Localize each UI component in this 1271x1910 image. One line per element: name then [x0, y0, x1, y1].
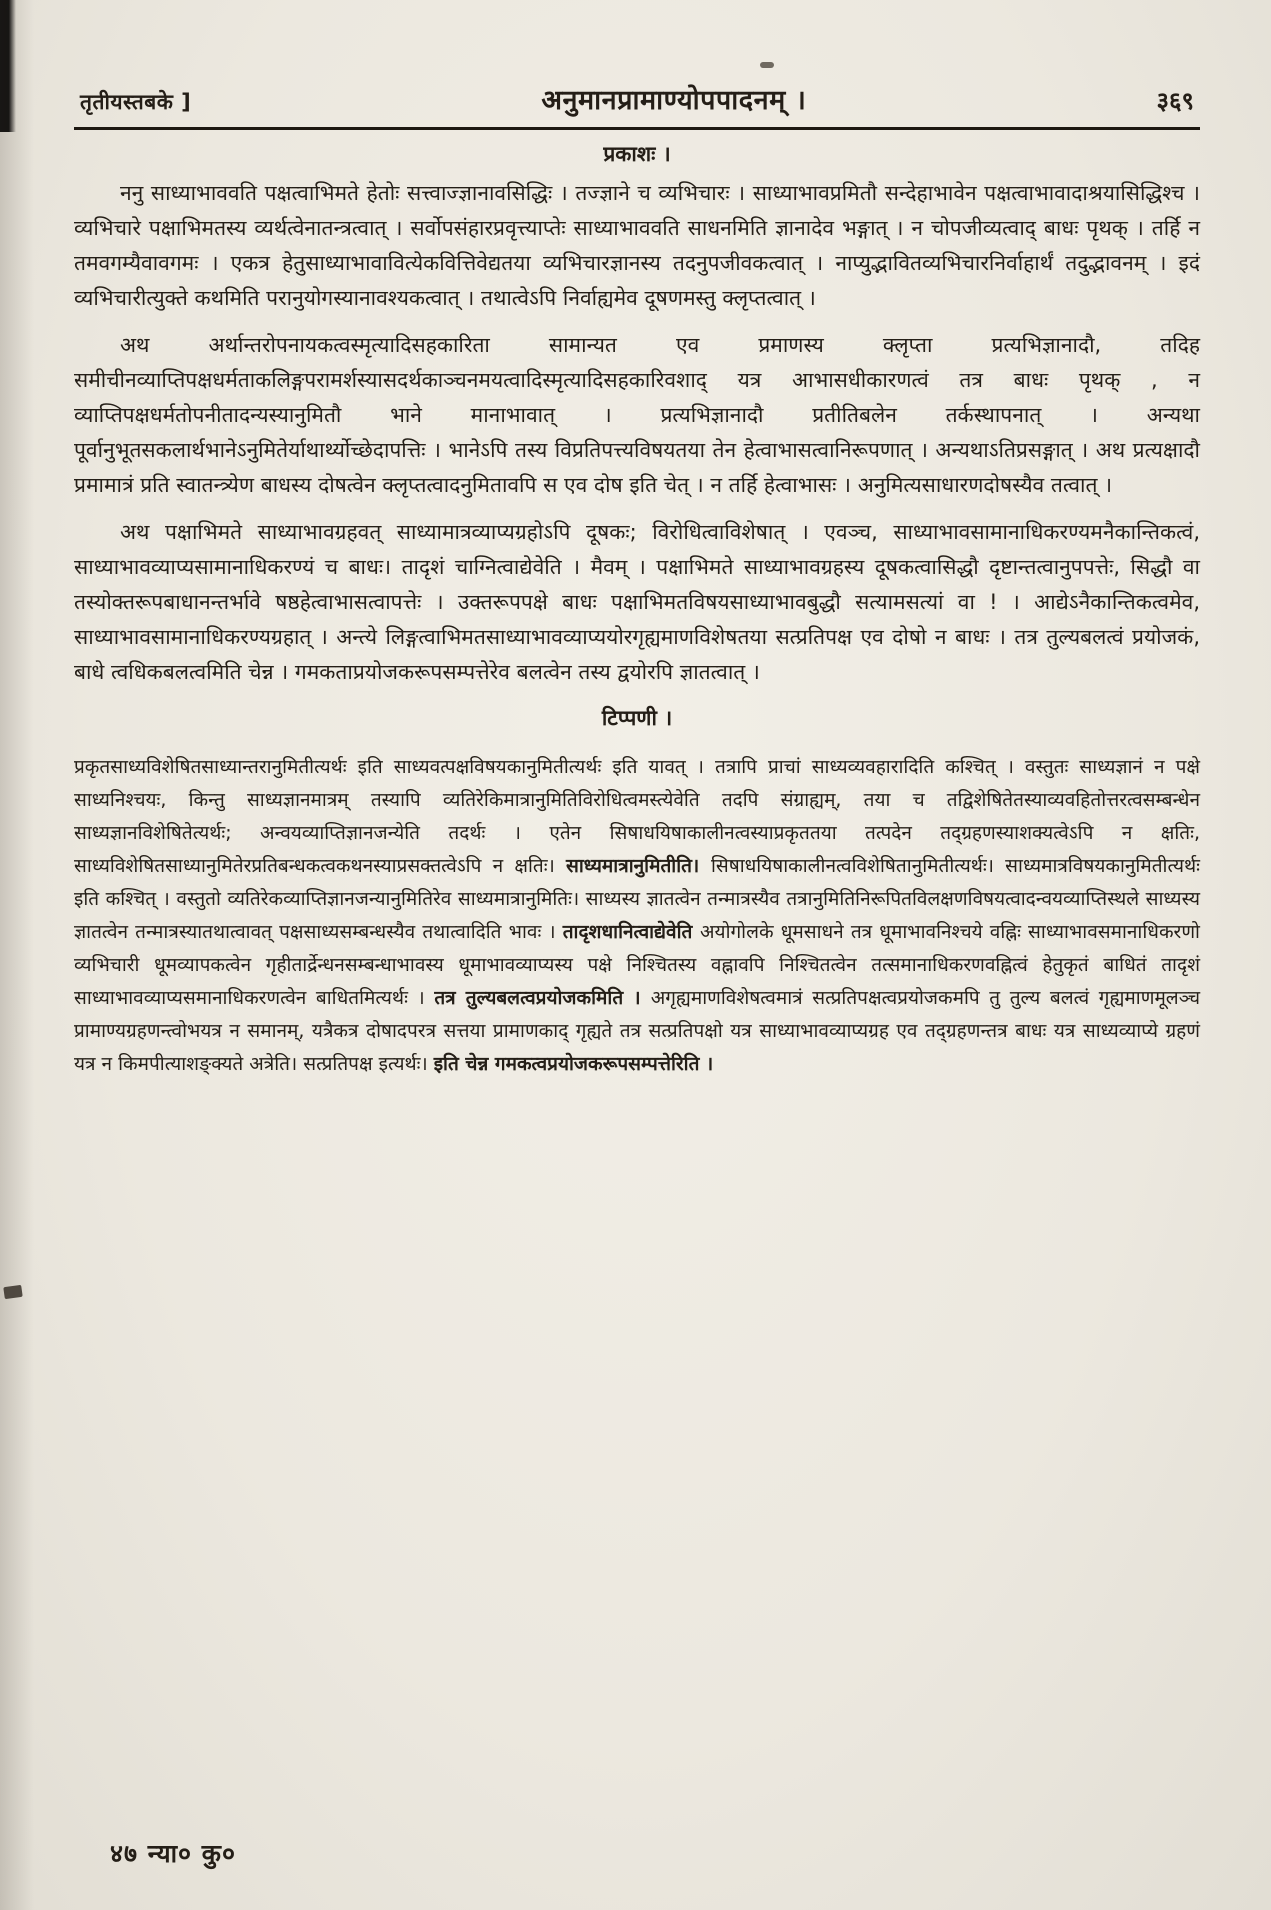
prakasha-paragraph-3: अथ पक्षाभिमते साध्याभावग्रहवत् साध्यामात्रव्याप्यग्रहोऽपि दूषकः; विरोधित्वाविशेषात् । एवञ्च, साध्याभावसामानाधिकरण्यमनैकान्तिकत्वं, साध्याभावव्याप्यसामानाधिकरण्यं च बाधः। तादृशं चाग्नित्वाद्येवेति । मैवम् । पक्षाभिमते साध्याभावग्रहस्य दूषकत्वासिद्धौ दृष्टान्तत्वानुपपत्तेः, सिद्धौ वा तस्योक्तरूपबाधानन्तर्भावे षष्ठहेत्वाभासत्वापत्तेः । उक्तरूपपक्षे बाधः पक्षाभिमतविषयसाध्याभावबुद्धौ सत्यामसत्यां वा ! । आद्येऽनैकान्तिकत्वमेव, साध्याभावसामानाधिकरण्यग्रहात् । अन्त्ये लिङ्गत्वाभिमतसाध्याभावव्याप्ययोरगृह्यमाणविशेषतया सत्प्रतिपक्ष एव दोषो न बाधः । तत्र तुल्यबलत्वं प्रयोजकं, बाधे त्वधिकबलत्वमिति चेन्न । गमकताप्रयोजकरूपसम्पत्तेरेव बलत्वेन तस्य द्वयोरपि ज्ञातत्वात् । [74, 520, 1200, 684]
tippani-segment: प्रकृतसाध्यविशेषितसाध्यान्तरानुमितीत्यर्थः इति साध्यवत्पक्षविषयकानुमितीत्यर्थः इति यावत् । तत्रापि प्राचां साध्यव्यवहारादिति कश्चित् । वस्तुतः साध्यज्ञानं न पक्षे साध्यनिश्चयः, किन्तु साध्यज्ञानमात्रम् तस्यापि व्यतिरेकिमात्रानुमितिविरोधित्वमस्त्येवेति तदपि संग्राह्यम्, तया च तद्विशेषितेतस्याव्यवहितोत्तरत्वसम्बन्धेन साध्यज्ञानविशेषितेत्यर्थः; अन्वयव्याप्तिज्ञानजन्येति तदर्थः । एतेन सिषाधयिषाकालीनत्वस्याप्रकृततया तत्पदेन तद्ग्रहणस्याशक्यत्वेऽपि न क्षतिः, साध्यविशेषितसाध्यानुमितेरप्रतिबन्धकत्वकथनस्याप्रसक्तत्वेऽपि न क्षतिः। [74, 756, 1200, 877]
tippani-segment: साध्यमात्रानुमितीति। [566, 855, 711, 877]
prakasha-paragraph-1: ननु साध्याभाववति पक्षत्वाभिमते हेतोः सत्त्वाज्ज्ञानावसिद्धिः । तज्ज्ञाने च व्यभिचारः । साध्याभावप्रमितौ सन्देहाभावेन पक्षत्वाभावादाश्रयासिद्धिश्च । व्यभिचारे पक्षाभिमतस्य व्यर्थत्वेनातन्त्रत्वात् । सर्वोपसंहारप्रवृत्त्याप्तेः साध्याभाववति साधनमिति ज्ञानादेव भङ्गात् । न चोपजीव्यत्वाद् बाधः पृथक् । तर्हि न तमवगम्यैवावगमः । एकत्र हेतुसाध्याभावावित्येकवित्तिवेद्यतया व्यभिचारज्ञानस्य तदनुपजीवकत्वात् । नाप्युद्भावितव्यभिचारनिर्वाहार्थं तदुद्भावनम् । इदं व्यभिचारीत्युक्ते कथमिति परानुयोगस्यानावश्यकत्वात् । तथात्वेऽपि निर्वाह्यमेव दूषणमस्तु क्लृप्तत्वात् । [74, 181, 1200, 310]
tippani-segment: तादृशधानित्वाद्येवेति [562, 921, 701, 943]
footer-signature-mark: ४७ न्या० कु० [110, 1839, 236, 1868]
prakasha-paragraph-2: अथ अर्थान्तरोपनायकत्वस्मृत्यादिसहकारिता सामान्यत एव प्रमाणस्य क्लृप्ता प्रत्यभिज्ञानादौ, तदिह समीचीनव्याप्तिपक्षधर्मताकलिङ्गपरामर्शस्यासदर्थकाञ्चनमयत्वादिस्मृत्यादिसहकारिवशाद् यत्र आभासधीकारणत्वं तत्र बाधः पृथक् , न व्याप्तिपक्षधर्मतोपनीतादन्यस्यानुमितौ भाने मानाभावात् । प्रत्यभिज्ञानादौ प्रतीतिबलेन तर्कस्थापनात् । अन्यथा पूर्वानुभूतसकलार्थभानेऽनुमितेर्याथार्थ्योच्छेदापत्तिः । भानेऽपि तस्य विप्रतिपत्त्यविषयतया तेन हेत्वाभासत्वानिरूपणात् । अन्यथाऽतिप्रसङ्गात् । अथ प्रत्यक्षादौ प्रमामात्रं प्रति स्वातन्त्र्येण बाधस्य दोषत्वेन क्लृप्तत्वादनुमितावपि स एव दोष इति चेत् । न तर्हि हेत्वाभासः । अनुमित्यसाधारणदोषस्यैव तत्वात् । [74, 333, 1200, 497]
tippani-segment: अगृह्यमाणविशेषत्वमात्रं सत्प्रतिपक्षत्वप्रयोजकमपि तु तुल्य बलत्वं गृह्यमाणमूलञ्च प्रामाण्यग्रहणन्त्वोभयत्र न समानम्, यत्रैकत्र दोषादपरत्र सत्तया प्रामाणकाद् गृह्यते तत्र सत्प्रतिपक्षो यत्र साध्याभावव्याप्यग्रह एव तद्ग्रहणन्तत्र बाधः यत्र साध्यव्याप्ये ग्रहणं यत्र न किमपीत्याशङ्क्यते अत्रेति। सत्प्रतिपक्ष इत्यर्थः। [74, 987, 1201, 1075]
page-number: ३६९ [1156, 87, 1194, 115]
chapter-title: अनुमानप्रामाण्योपपादनम् । [541, 85, 807, 116]
scan-edge-shade [0, 0, 34, 1910]
running-header-left: तृतीयस्तबके ] [80, 90, 192, 114]
scan-artifact-left-bar [0, 0, 16, 132]
section-heading-tippani: टिप्पणी । [601, 706, 673, 730]
scan-artifact-mark [760, 62, 774, 68]
scan-artifact-speck [3, 1285, 22, 1299]
page-content [74, 80, 1200, 1100]
tippani-segment: तत्र तुल्यबलत्वप्रयोजकमिति । [434, 987, 651, 1009]
tippani-text [74, 751, 1200, 1081]
tippani-segment: अयोगोलके धूमसाधने तत्र धूमाभावनिश्चये वह्निः साध्याभावसमानाधिकरणो व्यभिचारी धूमव्यापकत्वेन गृहीतार्द्रेन्धनसम्बन्धाभावस्य धूमाभावव्याप्यस्य पक्षे निश्चितस्य वह्नावपि निश्चितत्वेन तत्समानाधिकरणवह्नित्वं हेतुकृतं बाधितं तादृशं साध्याभावव्याप्यसमानाधिकरणत्वेन बाधितमित्यर्थः । [74, 921, 1200, 1009]
page-header [74, 80, 1200, 127]
tippani-segment: इति चेन्न गमकत्वप्रयोजकरूपसम्पत्तेरिति । [433, 1053, 714, 1075]
tippani-segment: सिषाधयिषाकालीनत्वविशेषितानुमितीत्यर्थः। साध्यमात्रविषयकानुमितीत्यर्थः इति कश्चित् । वस्तुतो व्यतिरेकव्याप्तिज्ञानजन्यानुमितिरेव साध्यमात्रानुमितिः। साध्यस्य ज्ञातत्वेन तन्मात्रस्यैव तत्रानुमितिनिरूपितविलक्षणविषयत्वादन्वयव्याप्तिस्थले साध्यस्य ज्ञातत्वेन तन्मात्रस्यातथात्वावत् पक्षसाध्यसम्बन्धस्यैव तथात्वादिति भावः । [74, 855, 1200, 943]
section-heading-prakasha: प्रकाशः । [603, 142, 671, 166]
header-rule [74, 127, 1200, 130]
